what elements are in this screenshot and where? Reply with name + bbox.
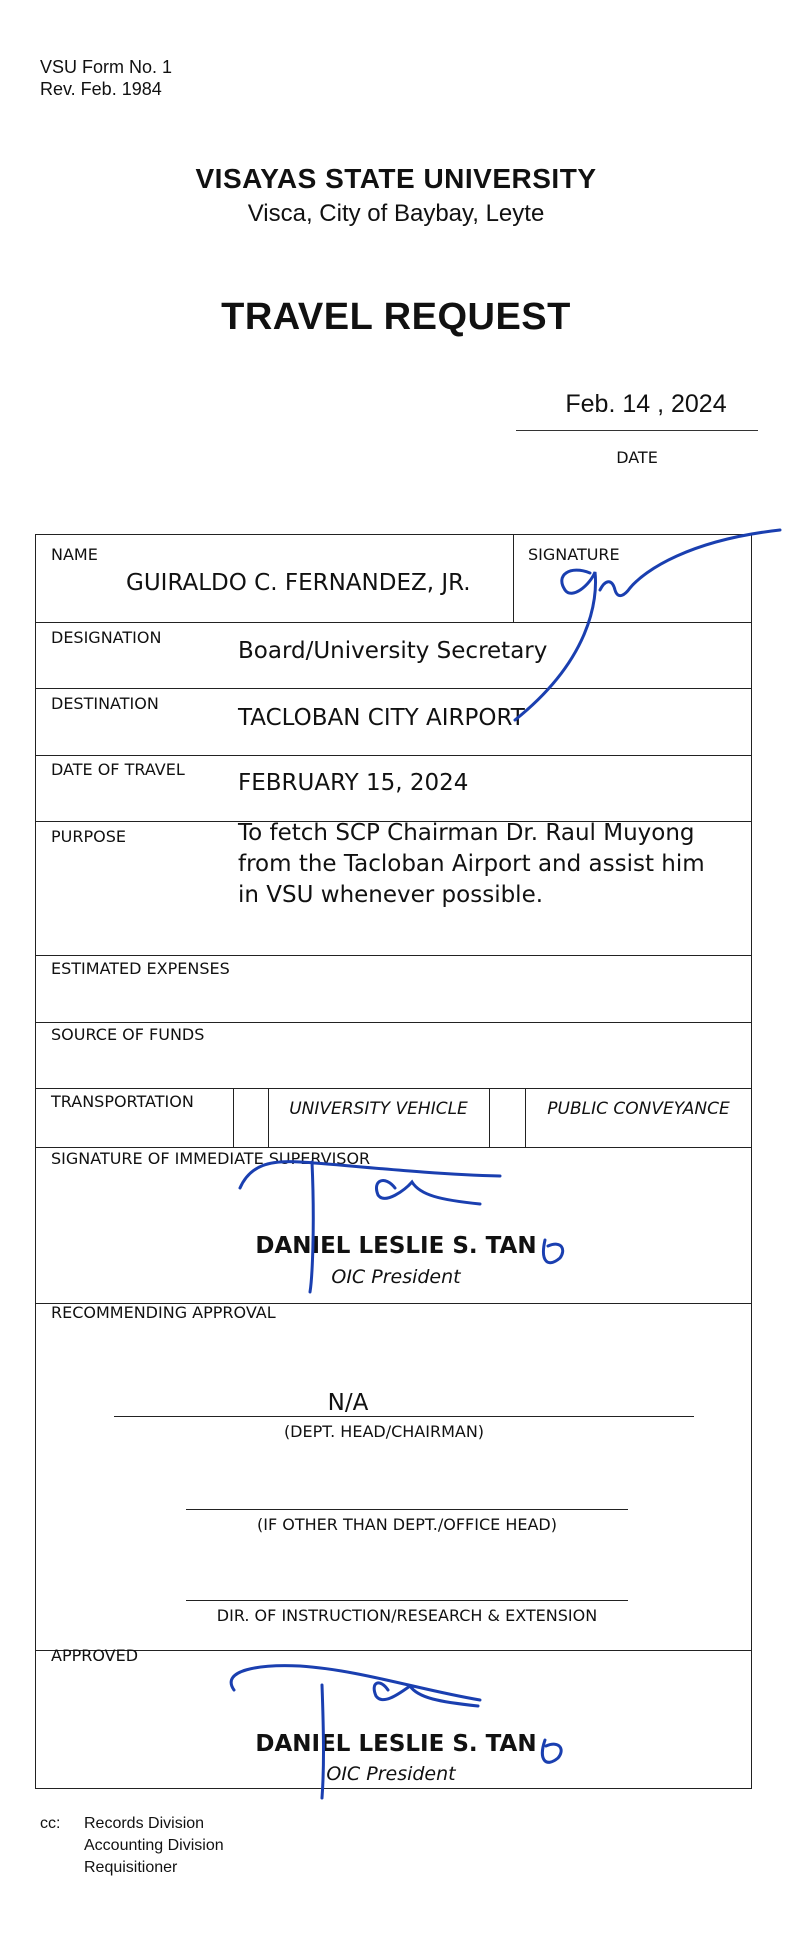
source-of-funds-label: SOURCE OF FUNDS	[51, 1025, 205, 1044]
form-number: VSU Form No. 1	[40, 57, 173, 77]
supervisor-name: DANIEL LESLIE S. TAN	[255, 1233, 537, 1259]
public-conveyance-label: PUBLIC CONVEYANCE	[547, 1099, 730, 1119]
date-value: Feb. 14 , 2024	[565, 390, 727, 418]
cc-item: Requisitioner	[84, 1859, 178, 1876]
name-label: NAME	[51, 545, 98, 564]
purpose-line: To fetch SCP Chairman Dr. Raul Muyong	[238, 820, 695, 846]
approved-title: OIC President	[326, 1763, 456, 1785]
supervisor-label: SIGNATURE OF IMMEDIATE SUPERVISOR	[51, 1149, 371, 1168]
dept-head-caption: (DEPT. HEAD/CHAIRMAN)	[283, 1422, 485, 1441]
approved-label: APPROVED	[51, 1646, 139, 1665]
recommending-approval-label: RECOMMENDING APPROVAL	[51, 1303, 276, 1322]
purpose-label: PURPOSE	[51, 827, 126, 846]
supervisor-title: OIC President	[331, 1266, 461, 1288]
date-label: DATE	[616, 448, 658, 467]
purpose-line: from the Tacloban Airport and assist him	[238, 851, 705, 877]
cc-item: Accounting Division	[84, 1837, 224, 1854]
form-title: TRAVEL REQUEST	[221, 296, 571, 338]
transportation-label: TRANSPORTATION	[51, 1092, 194, 1111]
date-of-travel-value: FEBRUARY 15, 2024	[238, 770, 469, 796]
other-head-caption: (IF OTHER THAN DEPT./OFFICE HEAD)	[257, 1515, 557, 1534]
destination-label: DESTINATION	[51, 694, 159, 713]
purpose-line: in VSU whenever possible.	[238, 882, 544, 908]
approved-name: DANIEL LESLIE S. TAN	[255, 1731, 537, 1757]
designation-value: Board/University Secretary	[238, 638, 548, 664]
name-value: GUIRALDO C. FERNANDEZ, JR.	[126, 570, 471, 596]
form-revision: Rev. Feb. 1984	[40, 79, 162, 99]
cc-label: cc:	[40, 1815, 61, 1832]
university-vehicle-label: UNIVERSITY VEHICLE	[289, 1099, 468, 1119]
date-of-travel-label: DATE OF TRAVEL	[51, 760, 185, 779]
signature-label: SIGNATURE	[528, 545, 620, 564]
cc-item: Records Division	[84, 1815, 205, 1832]
designation-label: DESIGNATION	[51, 628, 162, 647]
director-caption: DIR. OF INSTRUCTION/RESEARCH & EXTENSION	[216, 1606, 598, 1625]
destination-value: TACLOBAN CITY AIRPORT	[238, 705, 525, 731]
university-address: Visca, City of Baybay, Leyte	[247, 200, 545, 227]
estimated-expenses-label: ESTIMATED EXPENSES	[51, 959, 230, 978]
university-name: VISAYAS STATE UNIVERSITY	[195, 163, 597, 194]
recommending-dept-head-value: N/A	[327, 1390, 369, 1416]
